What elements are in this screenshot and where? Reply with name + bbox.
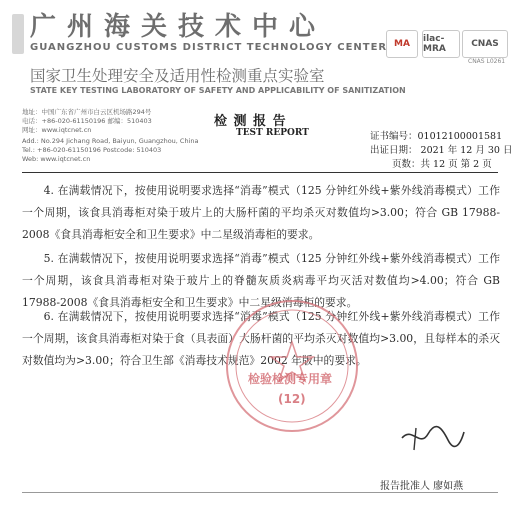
result-paragraph-5: 5. 在满载情况下，按使用说明要求选择“消毒”模式（125 分钟红外线+紫外线消毒模式）工作一个周期，该食具消毒柜对染于玻片上的脊髓灰质炎病毒平均灭活对数值均>4.00；符合 GB 17988-2008《食具消毒柜安全和卫生要求》中二星级消毒柜的要求。 — [22, 252, 500, 309]
seal-caption: 检验检测专用章 — [248, 372, 333, 386]
result-paragraph-4: 4. 在满载情况下，按使用说明要求选择“消毒”模式（125 分钟红外线+紫外线消毒模式）工作一个周期，该食具消毒柜对染于玻片上的大肠杆菌的平均杀灭对数值均>3.00；符合 GB 17988-2008《食具消毒柜安全和卫生要求》中二星级消毒柜的要求。 — [22, 184, 500, 241]
website-cn: 网址：www.iqtcnet.cn — [22, 126, 92, 134]
org-logo — [12, 14, 24, 54]
org-name-en: GUANGZHOU CUSTOMS DISTRICT TECHNOLOGY CENTER — [30, 42, 388, 53]
report-title-cn: 检 测 报 告 — [214, 114, 287, 129]
tel-en: Tel.: +86-020-61150196 Postcode: 510403 — [22, 146, 162, 154]
report-title-en: TEST REPORT — [236, 128, 309, 138]
header-divider — [22, 172, 498, 173]
seal-star-icon — [228, 302, 356, 430]
address-en: Add.: No.294 Jichang Road, Baiyun, Guangzhou, China — [22, 137, 199, 145]
signature-image — [398, 420, 468, 454]
ilac-mra-cert-icon: ilac-MRA — [422, 30, 460, 58]
cnas-cert-icon: CNAS — [462, 30, 508, 58]
seal-number: (12) — [278, 392, 306, 406]
lab-name-cn: 国家卫生处理安全及适用性检测重点实验室 — [30, 67, 325, 85]
certificate-number: 证书编号：01012100001581 — [370, 131, 503, 142]
issue-date: 出证日期： 2021 年 12 月 30 日 — [370, 145, 513, 156]
result-paragraph-6: 6. 在满载情况下，按使用说明要求选择“消毒”模式（125 分钟红外线+紫外线消毒模式）工作一个周期，该食具消毒柜对染于食（具表面）大肠杆菌的平均杀灭对数值均>3.00，且每样本的杀灭对数值均为>3.00；符合卫生部《消毒技术规范》2002 年版中的要求。 — [22, 310, 500, 367]
address-cn: 地址：中国广东省广州市白云区机场路294号 — [22, 108, 152, 116]
org-name-cn: 广州海关技术中心 — [30, 12, 327, 42]
cma-cert-icon: MA — [386, 30, 418, 58]
lab-name-en: STATE KEY TESTING LABORATORY OF SAFETY AND APPLICABILITY OF SANITIZATION — [30, 86, 406, 95]
website-en: Web: www.iqtcnet.cn — [22, 155, 91, 163]
tel-cn: 电话：+86-020-61150196 邮编：510403 — [22, 117, 152, 125]
page-count: 页数：共 12 页 第 2 页 — [392, 159, 492, 170]
report-footnote — [22, 492, 498, 497]
cert-caption: CNAS L0261 — [468, 58, 506, 65]
report-approver: 报告批准人 廖如燕 — [380, 481, 464, 492]
official-seal — [226, 300, 358, 432]
